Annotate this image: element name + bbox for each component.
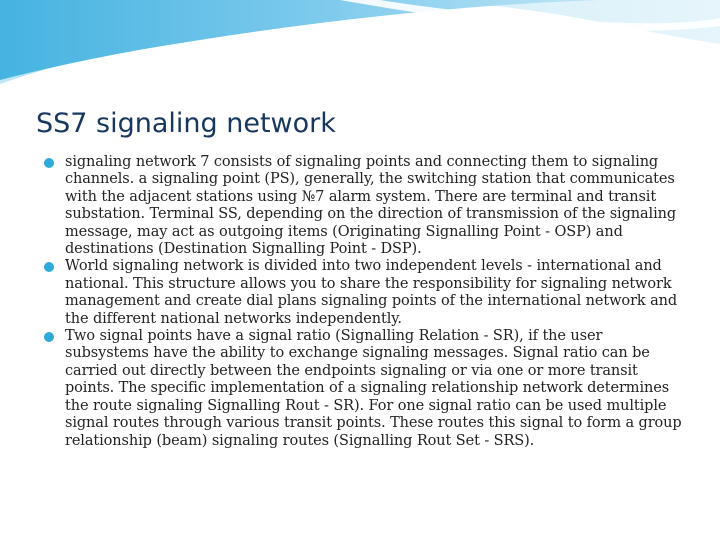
slide-title: SS7 signaling network bbox=[36, 108, 336, 139]
bullet-item bbox=[44, 328, 684, 450]
header-wave-decoration bbox=[0, 0, 720, 100]
bullet-item bbox=[44, 258, 684, 328]
bullet-dot-icon bbox=[44, 262, 54, 272]
bullet-text: signaling network 7 consists of signaling points and connecting them to signaling channels. a signaling point (PS), generally, the switching station that communicates with the adjacent stations using №7 alarm system. There are terminal and transit substation. Terminal SS, depending on the direction of transmission of the signaling message, may act as outgoing items (Originating Signalling Point - OSP) and destinations (Destination Signalling Point - DSP). bbox=[65, 154, 677, 258]
bullet-dot-icon bbox=[44, 332, 54, 342]
bullet-text: World signaling network is divided into two independent levels - international and national. This structure allows you to share the responsibility for signaling network management and create dial plans signaling points of the international network and the different national networks independently. bbox=[65, 258, 678, 327]
bullet-list bbox=[44, 154, 684, 450]
bullet-text: Two signal points have a signal ratio (Signalling Relation - SR), if the user subsystems have the ability to exchange signaling messages. Signal ratio can be carried out directly between the endpoints signaling or via one or more transit points. The specific implementation of a signaling relationship network determines the route signaling Signalling Rout - SR). For one signal ratio can be used multiple signal routes through various transit points. These routes this signal to form a group relationship (beam) signaling routes (Signalling Rout Set - SRS). bbox=[65, 328, 682, 449]
header-wave-front bbox=[0, 0, 600, 80]
bullet-item bbox=[44, 154, 684, 258]
bullet-dot-icon bbox=[44, 158, 54, 168]
